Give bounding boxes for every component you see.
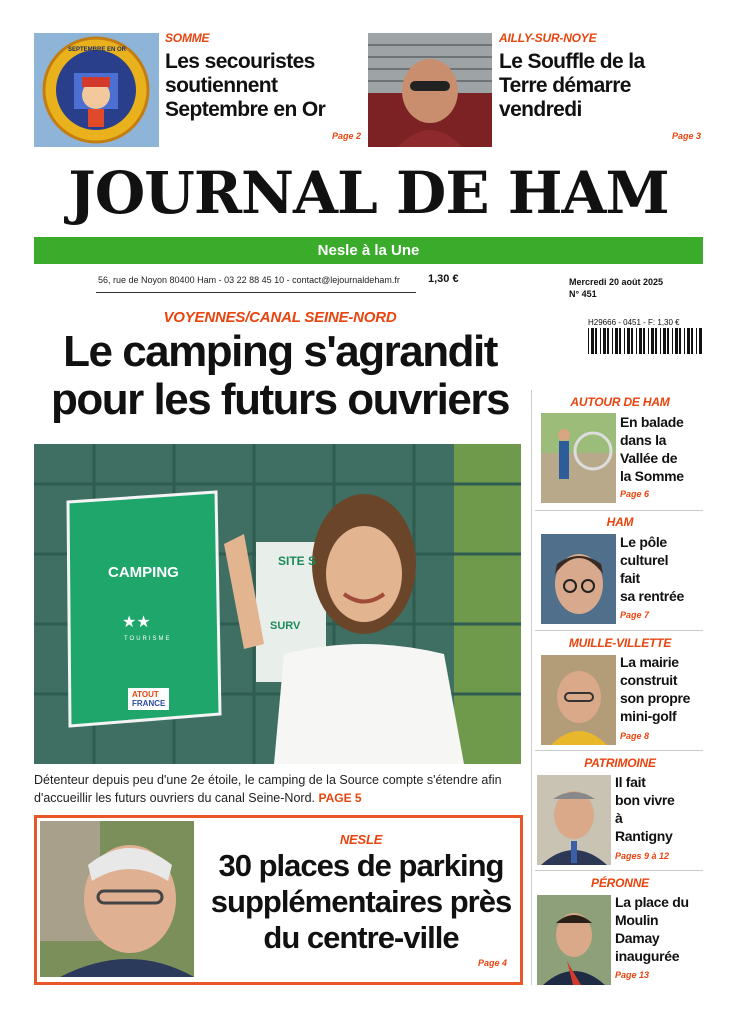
sign2-surv: SURV: [270, 620, 301, 632]
side-separator-4: [535, 870, 703, 871]
address-underline: [96, 292, 416, 293]
side-1-line-3: Vallée de: [620, 450, 678, 466]
side-3-line-3: son propre: [620, 690, 691, 706]
side-2-photo[interactable]: [541, 534, 616, 624]
main-kicker: VOYENNES/CANAL SEINE-NORD: [163, 309, 397, 326]
side-5-line-3: Damay: [615, 930, 660, 946]
side-1-kicker: AUTOUR DE HAM: [570, 395, 670, 409]
side-4-line-3: à: [615, 810, 623, 826]
main-caption-text: Détenteur depuis peu d'une 2e étoile, le camping de la Source compte s'étendre afin d'accueillir les futurs ouvriers du canal Seine-Nord.: [34, 773, 502, 805]
sign-tourisme: TOURISME: [124, 636, 172, 642]
barcode-label: H29666 - 0451 - F: 1,30 €: [588, 318, 680, 327]
contact-address: 56, rue de Noyon 80400 Ham - 03 22 88 45 10 - contact@lejournaldeham.fr: [98, 275, 400, 285]
side-5-page[interactable]: Page 13: [615, 970, 650, 980]
price: 1,30 €: [428, 273, 459, 285]
side-5-line-2: Moulin: [615, 912, 659, 928]
side-2-line-4: sa rentrée: [620, 588, 684, 604]
box-page[interactable]: Page 4: [478, 958, 508, 968]
issue-date-block: [569, 276, 663, 300]
side-5-text[interactable]: [615, 893, 701, 965]
teaser-1-page[interactable]: Page 2: [332, 131, 362, 141]
masthead-title: JOURNAL DE HAM: [68, 159, 669, 227]
side-5-line-1: La place du: [615, 894, 689, 910]
side-4-kicker: PATRIMOINE: [584, 756, 656, 770]
side-3-line-2: construit: [620, 672, 678, 688]
main-photo[interactable]: [34, 444, 521, 764]
teaser-2-photo[interactable]: [368, 33, 492, 147]
main-caption: [34, 771, 534, 807]
main-headline-line-1: Le camping s'agrandit: [63, 327, 497, 376]
issue-number: N° 451: [569, 289, 597, 299]
box-kicker: NESLE: [339, 832, 383, 847]
side-3-page[interactable]: Page 8: [620, 731, 650, 741]
side-1-line-1: En balade: [620, 414, 684, 430]
sign2-title: SITE S: [278, 554, 317, 568]
side-2-line-1: Le pôle: [620, 534, 667, 550]
side-5-photo[interactable]: [537, 895, 611, 985]
side-5-line-4: inaugurée: [615, 948, 680, 964]
side-2-text[interactable]: [620, 533, 706, 605]
main-caption-page[interactable]: PAGE 5: [318, 791, 362, 805]
side-4-text[interactable]: [615, 773, 701, 845]
column-separator: [531, 390, 532, 985]
side-separator-2: [535, 630, 703, 631]
sign-atout-france: [128, 688, 169, 710]
side-2-line-3: fait: [620, 570, 640, 586]
side-3-line-1: La mairie: [620, 654, 679, 670]
side-4-line-4: Rantigny: [615, 828, 673, 844]
side-1-text[interactable]: [620, 413, 706, 485]
side-4-photo[interactable]: [537, 775, 611, 865]
barcode: [588, 328, 702, 354]
sign-stars: ★★: [122, 614, 151, 631]
side-3-photo[interactable]: [541, 655, 616, 745]
sign-atout: ATOUT: [132, 690, 159, 699]
teaser-2-kicker: AILLY-SUR-NOYE: [499, 31, 597, 45]
side-2-line-2: culturel: [620, 552, 669, 568]
teaser-1-kicker: SOMME: [165, 31, 210, 45]
side-1-line-4: la Somme: [620, 468, 684, 484]
teaser-2-page[interactable]: Page 3: [672, 131, 702, 141]
teaser-1-photo[interactable]: [34, 33, 159, 147]
sign-france: FRANCE: [132, 699, 166, 708]
teaser-1-badge-text: SEPTEMBRE EN OR: [67, 47, 126, 53]
side-1-line-2: dans la: [620, 432, 667, 448]
side-4-page[interactable]: Pages 9 à 12: [615, 851, 670, 861]
side-3-text[interactable]: [620, 653, 706, 725]
issue-date: Mercredi 20 août 2025: [569, 277, 664, 287]
side-5-kicker: PÉRONNE: [591, 876, 649, 890]
teaser-1-title[interactable]: Les secouristes soutiennent Septembre en Or: [165, 50, 326, 121]
nesle-photo[interactable]: [40, 821, 194, 977]
side-1-photo[interactable]: [541, 413, 616, 503]
teaser-2-title[interactable]: Le Souffle de la Terre démarre vendredi: [499, 50, 645, 121]
side-separator-3: [535, 750, 703, 751]
box-headline[interactable]: 30 places de parking supplémentaires près du centre-ville: [210, 848, 512, 955]
side-4-line-2: bon vivre: [615, 792, 675, 808]
main-headline-line-2: pour les futurs ouvriers: [51, 375, 509, 424]
side-4-line-1: Il fait: [615, 774, 646, 790]
side-2-kicker: HAM: [606, 515, 634, 529]
side-1-page[interactable]: Page 6: [620, 489, 650, 499]
sign-camping: CAMPING: [108, 564, 179, 581]
side-3-kicker: MUILLE-VILLETTE: [568, 636, 672, 650]
side-separator-1: [535, 510, 703, 511]
main-headline[interactable]: [30, 328, 530, 424]
edition-banner: Nesle à la Une: [34, 237, 703, 264]
side-3-line-4: mini-golf: [620, 708, 677, 724]
side-2-page[interactable]: Page 7: [620, 610, 650, 620]
